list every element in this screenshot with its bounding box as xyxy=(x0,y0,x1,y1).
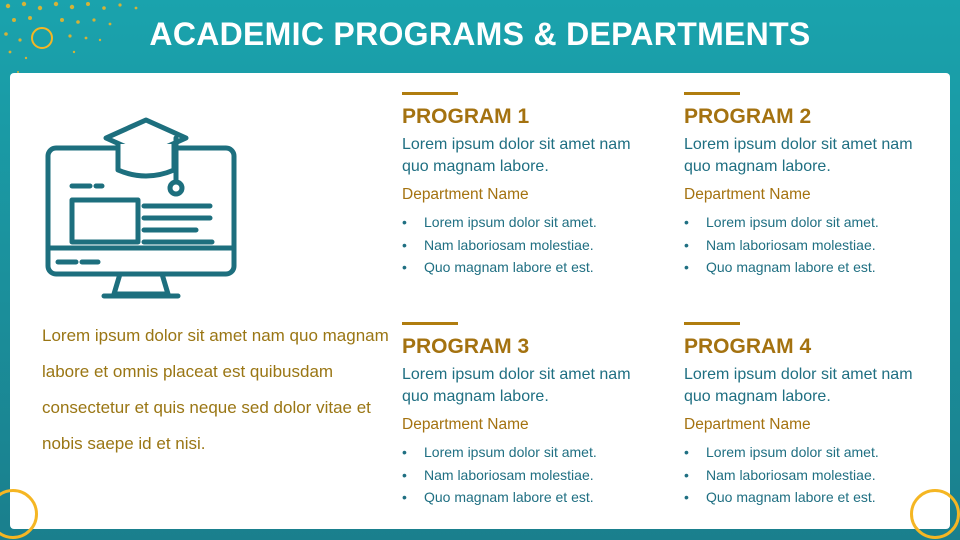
list-item: • Nam laboriosam molestiae. xyxy=(402,464,642,487)
intro-text: Lorem ipsum dolor sit amet nam quo magnam labore et omnis placeat est quibusdam consectetur et quis neque sed dolor vitae et nobis saepe id et nisi. xyxy=(42,326,389,453)
program-title: PROGRAM 2 xyxy=(684,105,812,128)
department-name: Department Name xyxy=(684,416,811,433)
program-description: Lorem ipsum dolor sit amet nam quo magnam labore. xyxy=(402,366,631,405)
program-title: PROGRAM 3 xyxy=(402,335,530,358)
program-description: Lorem ipsum dolor sit amet nam quo magnam labore. xyxy=(402,136,631,175)
accent-bar xyxy=(684,322,740,325)
list-item: • Quo magnam labore et est. xyxy=(402,256,642,279)
department-name: Department Name xyxy=(684,186,811,203)
bullet-list xyxy=(402,441,642,509)
program-title: PROGRAM 4 xyxy=(684,335,812,358)
bullet-list xyxy=(684,441,924,509)
list-item: • Quo magnam labore et est. xyxy=(402,486,642,509)
program-card-3 xyxy=(402,322,642,509)
accent-bar xyxy=(402,92,458,95)
computer-graduation-cap-icon xyxy=(40,108,240,308)
list-item: • Nam laboriosam molestiae. xyxy=(684,464,924,487)
program-description: Lorem ipsum dolor sit amet nam quo magnam labore. xyxy=(684,136,913,175)
program-card-1 xyxy=(402,92,642,279)
bullet-list xyxy=(402,211,642,279)
program-card-4 xyxy=(684,322,924,509)
program-title: PROGRAM 1 xyxy=(402,105,530,128)
program-card-2 xyxy=(684,92,924,279)
page-title: ACADEMIC PROGRAMS & DEPARTMENTS xyxy=(149,16,811,52)
list-item: • Lorem ipsum dolor sit amet. xyxy=(684,441,924,464)
department-name: Department Name xyxy=(402,416,529,433)
department-name: Department Name xyxy=(402,186,529,203)
accent-bar xyxy=(402,322,458,325)
bullet-list xyxy=(684,211,924,279)
list-item: • Lorem ipsum dolor sit amet. xyxy=(684,211,924,234)
list-item: • Lorem ipsum dolor sit amet. xyxy=(402,441,642,464)
accent-bar xyxy=(684,92,740,95)
list-item: • Quo magnam labore et est. xyxy=(684,486,924,509)
list-item: • Quo magnam labore et est. xyxy=(684,256,924,279)
program-description: Lorem ipsum dolor sit amet nam quo magnam labore. xyxy=(684,366,913,405)
list-item: • Nam laboriosam molestiae. xyxy=(684,234,924,257)
list-item: • Nam laboriosam molestiae. xyxy=(402,234,642,257)
list-item: • Lorem ipsum dolor sit amet. xyxy=(402,211,642,234)
decorative-ring xyxy=(910,489,960,539)
